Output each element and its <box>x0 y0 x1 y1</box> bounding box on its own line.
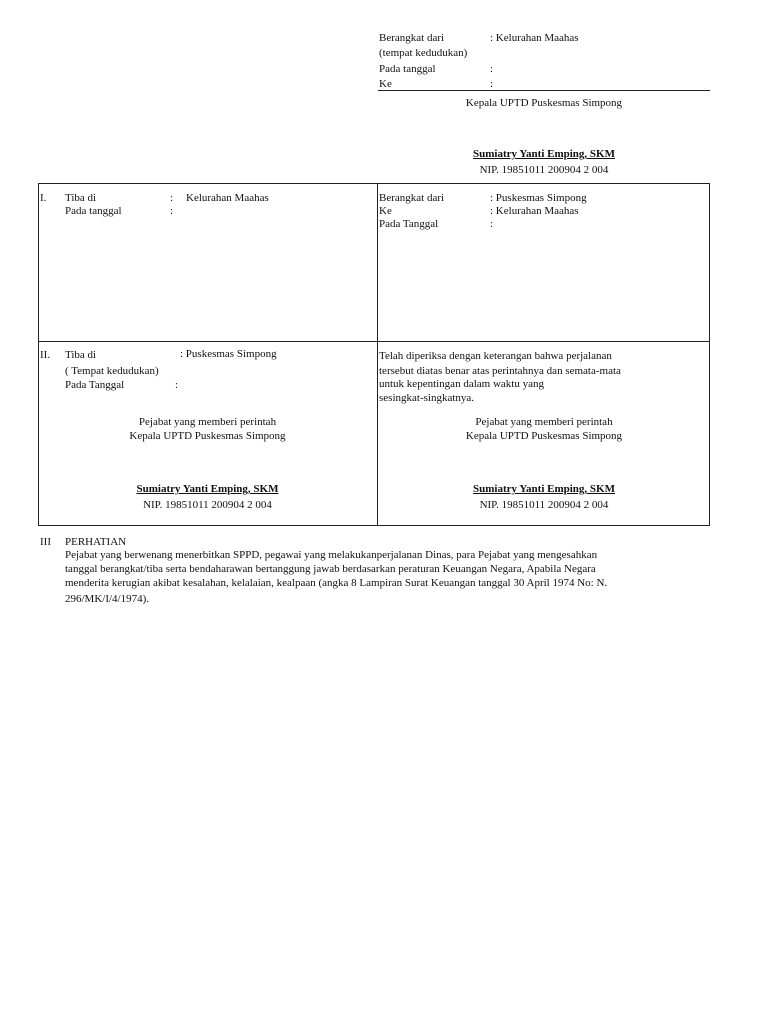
table-row-divider <box>38 341 710 342</box>
header-ke-label: Ke <box>379 78 392 90</box>
table-center-divider <box>377 183 378 526</box>
section-2-kedudukan-label: ( Tempat kedudukan) <box>65 365 159 377</box>
section-1-berangkat-label: Berangkat dari <box>379 192 445 204</box>
header-divider <box>378 90 710 91</box>
section-1-tiba-label: Tiba di <box>65 192 97 204</box>
section-1-tanggal-right-label: Pada Tanggal <box>379 218 439 230</box>
header-tanggal-label: Pada tanggal <box>379 63 436 75</box>
section-1-tiba-value: Kelurahan Maahas <box>186 192 269 204</box>
header-official-title: Kepala UPTD Puskesmas Simpong <box>465 97 623 109</box>
section-3-line-4: 296/MK/I/4/1974). <box>65 593 150 605</box>
section-2-statement-line-1: Telah diperiksa dengan keterangan bahwa perjalanan <box>379 350 612 362</box>
header-tanggal-value: : <box>490 63 494 75</box>
section-2-right-sign-nip: NIP. 19851011 200904 2 004 <box>479 499 609 511</box>
section-2-right-sign-line2: Kepala UPTD Puskesmas Simpong <box>465 430 623 442</box>
section-3-line-3: menderita kerugian akibat kesalahan, kelalaian, kealpaan (angka 8 Lampiran Surat Keuangan tanggal 30 April 1974 No: N. <box>65 577 608 589</box>
section-3-heading: PERHATIAN <box>65 536 127 548</box>
section-2-tiba-value: : Puskesmas Simpong <box>180 348 277 360</box>
section-3-line-1: Pejabat yang berwenang menerbitkan SPPD, pegawai yang melakukanperjalanan Dinas, para Pejabat yang mengesahkan <box>65 549 598 561</box>
section-1-ke-label: Ke <box>379 205 392 217</box>
header-kedudukan-label: (tempat kedudukan) <box>379 47 468 59</box>
section-1-number: I. <box>40 192 47 204</box>
header-berangkat-value: : Kelurahan Maahas <box>490 32 579 44</box>
section-2-right-sign-name: Sumiatry Yanti Emping, SKM <box>472 483 615 495</box>
section-2-tanggal-colon: : <box>175 379 179 391</box>
header-official-nip: NIP. 19851011 200904 2 004 <box>479 164 609 176</box>
section-2-statement-line-4: sesingkat-singkatnya. <box>379 392 475 404</box>
section-2-statement-line-3: untuk kepentingan dalam waktu yang <box>379 378 544 390</box>
section-3-line-2: tanggal berangkat/tiba serta bendaharawan bertanggung jawab berdasarkan peraturan Keuangan Negara, Apabila Negara <box>65 563 596 575</box>
section-2-left-sign-line2: Kepala UPTD Puskesmas Simpong <box>129 430 286 442</box>
section-1-tanggal-label: Pada tanggal <box>65 205 122 217</box>
section-1-berangkat-value: : Puskesmas Simpong <box>490 192 587 204</box>
section-2-right-sign-line1: Pejabat yang memberi perintah <box>475 416 613 428</box>
header-official-name: Sumiatry Yanti Emping, SKM <box>472 148 615 160</box>
section-2-tanggal-label: Pada Tanggal <box>65 379 125 391</box>
section-1-tanggal-colon: : <box>170 205 174 217</box>
section-2-left-sign-nip: NIP. 19851011 200904 2 004 <box>143 499 272 511</box>
section-2-tiba-label: Tiba di <box>65 349 97 361</box>
section-3-number: III <box>40 536 51 548</box>
section-2-left-sign-name: Sumiatry Yanti Emping, SKM <box>136 483 279 495</box>
section-2-statement-line-2: tersebut diatas benar atas perintahnya dan semata-mata <box>379 365 621 377</box>
section-1-tiba-colon: : <box>170 192 174 204</box>
section-2-number: II. <box>40 349 51 361</box>
header-berangkat-label: Berangkat dari <box>379 32 445 44</box>
section-1-tanggal-right-value: : <box>490 218 494 230</box>
section-1-ke-value: : Kelurahan Maahas <box>490 205 579 217</box>
section-2-left-sign-line1: Pejabat yang memberi perintah <box>138 416 277 428</box>
header-ke-value: : <box>490 78 494 90</box>
